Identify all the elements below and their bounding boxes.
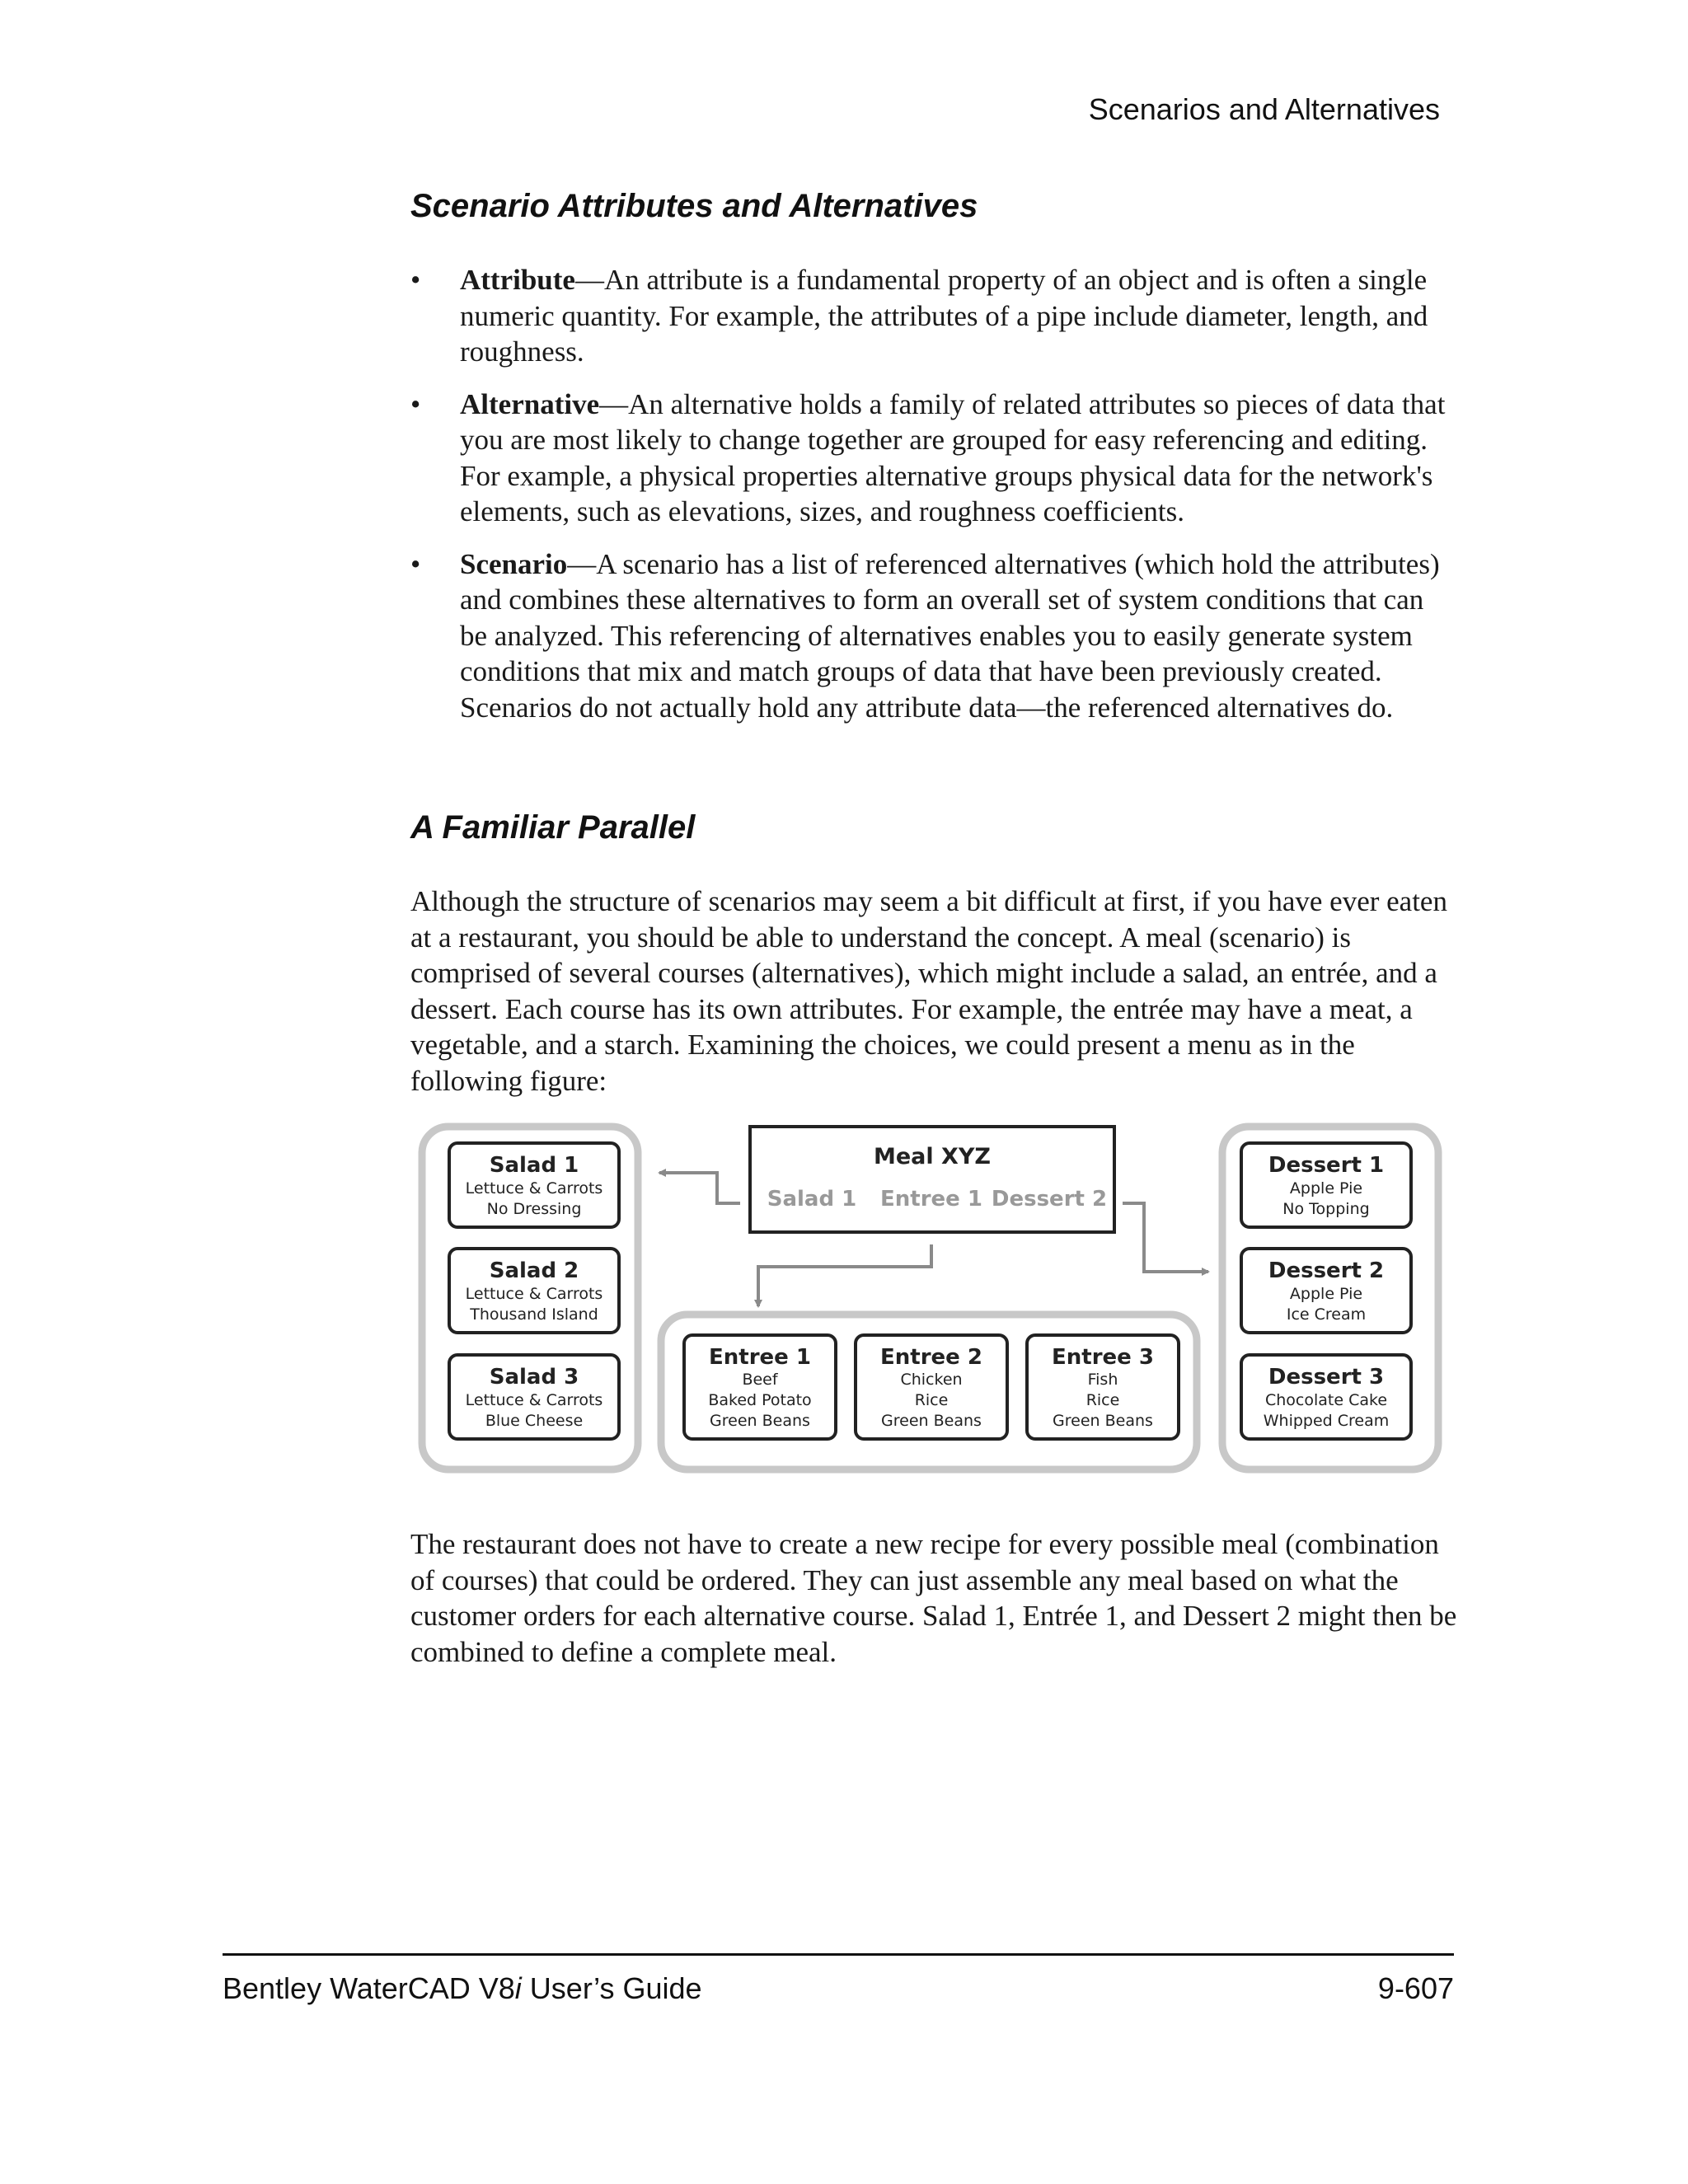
option-line: Lettuce & Carrots: [465, 1285, 603, 1303]
arrow-to-entree-icon: [758, 1244, 931, 1306]
term-description: —An alternative holds a family of related attributes so pieces of data that you are most likely to change together are grouped for easy referencing and editing. For example, a physical properties alternative groups physical data for the network's elements, such as elevations, sizes, and roughness coefficients.: [460, 387, 1446, 527]
option-line: Rice: [1085, 1391, 1120, 1409]
option-line: Blue Cheese: [485, 1412, 584, 1430]
option-line: Whipped Cream: [1263, 1412, 1390, 1430]
option-line: Apple Pie: [1289, 1179, 1363, 1197]
option-line: Baked Potato: [708, 1391, 812, 1409]
meal-selection-salad: Salad 1: [767, 1187, 857, 1212]
option-line: Lettuce & Carrots: [465, 1179, 603, 1197]
entree-option-1: [684, 1335, 836, 1439]
footer-divider: [223, 1953, 1454, 1956]
meal-scenario-figure: [412, 1117, 1451, 1479]
dessert-option-1: [1241, 1143, 1411, 1227]
salad-option-1: [449, 1143, 619, 1227]
option-title: Salad 2: [489, 1258, 579, 1283]
option-line: No Dressing: [486, 1200, 582, 1218]
arrow-to-salad-icon: [659, 1173, 740, 1203]
option-line: Ice Cream: [1286, 1305, 1367, 1324]
definition-alternative: [410, 387, 1457, 530]
option-line: Thousand Island: [470, 1305, 598, 1324]
option-title: Dessert 1: [1268, 1153, 1385, 1178]
option-title: Salad 3: [489, 1365, 579, 1390]
meal-selection-dessert: Dessert 2: [991, 1187, 1108, 1212]
section-heading-familiar-parallel: A Familiar Parallel: [410, 809, 696, 846]
running-header: Scenarios and Alternatives: [1088, 92, 1440, 126]
option-title: Dessert 3: [1268, 1365, 1385, 1390]
option-line: Apple Pie: [1289, 1285, 1363, 1303]
option-title: Entree 2: [880, 1345, 982, 1370]
option-title: Entree 3: [1052, 1345, 1154, 1370]
dessert-option-2: [1241, 1249, 1411, 1333]
option-title: Entree 1: [709, 1345, 811, 1370]
arrow-to-dessert-icon: [1123, 1203, 1208, 1272]
option-line: Green Beans: [881, 1412, 982, 1430]
option-title: Salad 1: [489, 1153, 579, 1178]
meal-title: Meal XYZ: [873, 1144, 992, 1169]
option-line: Lettuce & Carrots: [465, 1391, 603, 1409]
bullet-icon: •: [410, 264, 421, 296]
bullet-icon: •: [410, 547, 421, 580]
guide-title-prefix: Bentley WaterCAD V8: [223, 1971, 515, 2005]
option-line: Beef: [742, 1371, 778, 1389]
option-line: No Topping: [1282, 1200, 1370, 1218]
option-line: Chocolate Cake: [1264, 1391, 1388, 1409]
guide-title-italic: i: [514, 1971, 522, 2005]
meal-selection-entree: Entree 1: [880, 1187, 982, 1212]
section-heading-scenario-attributes: Scenario Attributes and Alternatives: [410, 188, 978, 224]
term-description: —An attribute is a fundamental property of an object and is often a single numeric quantity. For example, the attributes of a pipe include diameter, length, and roughness.: [460, 264, 1428, 368]
term-label: Attribute: [460, 264, 575, 296]
term-label: Alternative: [460, 387, 600, 420]
option-line: Rice: [914, 1391, 949, 1409]
option-title: Dessert 2: [1268, 1258, 1385, 1283]
salad-option-2: [449, 1249, 619, 1333]
option-line: Green Beans: [710, 1412, 810, 1430]
dessert-option-3: [1241, 1355, 1411, 1439]
definition-scenario: [410, 546, 1457, 726]
term-label: Scenario: [460, 547, 568, 580]
closing-paragraph: The restaurant does not have to create a new recipe for every possible meal (combination of courses) that could be ordered. They can just assemble any meal based on what the customer orders for each alternative course. Salad 1, Entrée 1, and Dessert 2 might then be combined to define a complete meal.: [410, 1528, 1457, 1668]
entree-option-3: [1027, 1335, 1179, 1439]
definition-list: [410, 262, 1457, 742]
option-line: Fish: [1087, 1371, 1118, 1389]
option-line: Chicken: [900, 1371, 963, 1389]
meal-box: [750, 1127, 1114, 1232]
salad-option-3: [449, 1355, 619, 1439]
term-description: —A scenario has a list of referenced alternatives (which hold the attributes) and combines these alternatives to form an overall set of system conditions that can be analyzed. This referencing of alternatives enables you to easily generate system conditions that mix and match groups of data that have been previously created. Scenarios do not actually hold any attribute data—the referenced alternatives do.: [460, 547, 1440, 724]
definition-attribute: [410, 262, 1457, 370]
page-number: 9-607: [1377, 1971, 1454, 2005]
footer-guide-title: [223, 1971, 702, 2006]
guide-title-suffix: User’s Guide: [521, 1971, 702, 2005]
option-line: Green Beans: [1053, 1412, 1153, 1430]
intro-paragraph: Although the structure of scenarios may seem a bit difficult at first, if you have ever eaten at a restaurant, you should be able to understand the concept. A meal (scenario) is comprised of several courses (alternatives), which might include a salad, an entrée, and a dessert. Each course has its own attributes. For example, the entrée may have a meat, a vegetable, and a starch. Examining the choices, we could present a menu as in the following figure:: [410, 885, 1447, 1097]
entree-option-2: [856, 1335, 1007, 1439]
bullet-icon: •: [410, 387, 421, 420]
